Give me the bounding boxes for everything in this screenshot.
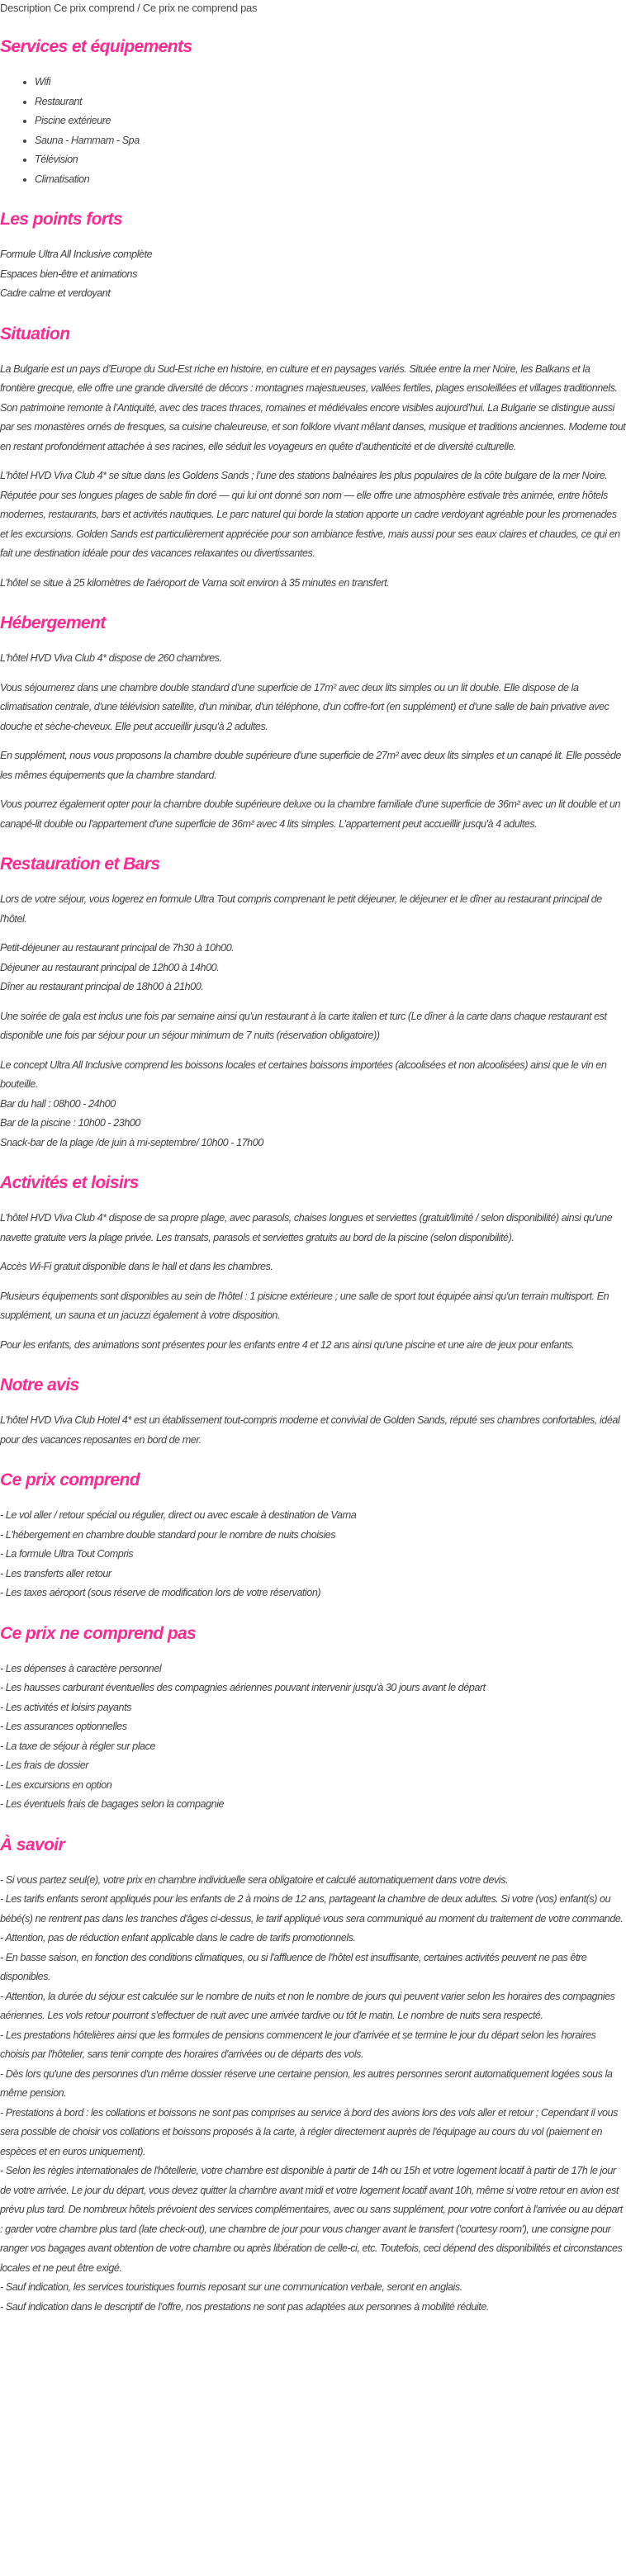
tab-description[interactable]: Description <box>0 2 51 14</box>
restauration-gala: Une soirée de gala est inclus une fois par semaine ainsi qu'un restaurant à la carte italien et turc (Le dîner à la carte dans chaque restaurant est disponible une fois par séjour pour un séjour minimum de 7 nuits (réservation obligatoire)) <box>0 1010 607 1041</box>
services-list <box>0 73 626 189</box>
a-savoir-title: À savoir <box>0 1835 65 1854</box>
points-forts-list <box>0 245 626 304</box>
activites-title: Activités et loisirs <box>0 1173 139 1192</box>
a-savoir-item: - Dès lors qu'une des personnes d'un même dossier réserve une certaine pension, les autres personnes seront automatiquement logées sous la même pension. <box>0 2067 613 2099</box>
situation-paragraph: L'hôtel se situe à 25 kilomètres de l'aéroport de Varna soit environ à 35 minutes en transfert. <box>0 576 390 589</box>
ne-comprend-item: - Les éventuels frais de bagages selon la compagnie <box>0 1798 225 1810</box>
tab-bar <box>0 0 626 17</box>
points-forts-section <box>0 209 626 304</box>
activites-paragraph: Accès Wi-Fi gratuit disponible dans le hall et dans les chambres. <box>0 1261 273 1272</box>
comprend-item: - L'hébergement en chambre double standard pour le nombre de nuits choisies <box>0 1528 336 1541</box>
meal-hours: Dîner au restaurant principal de 18h00 à 21h00. <box>0 981 204 992</box>
services-title: Services et équipements <box>0 37 192 56</box>
bar-hours: Bar de la piscine : 10h00 - 23h00 <box>0 1117 140 1129</box>
service-item: • Climatisation <box>35 170 626 190</box>
ne-comprend-item: - Les activités et loisirs payants <box>0 1701 131 1713</box>
comprend-item: - Les transferts aller retour <box>0 1567 111 1579</box>
a-savoir-item: - Attention, pas de réduction enfant applicable dans le cadre de tarifs promotionnels. <box>0 1932 356 1944</box>
a-savoir-item: - Les prestations hôtelières ainsi que les formules de pensions commencent le jour d'arrivée et se termine le jour du départ selon les horaires choisis par l'hôtelier, sans tenir compte des horaires d'arrivées ou de départs des vols. <box>0 2029 596 2060</box>
a-savoir-item: - Les tarifs enfants seront appliqués pour les enfants de 2 à moins de 12 ans, partageant la chambre de deux adultes. Si votre (vos) enfant(s) ou bébé(s) ne rentrent pas dans les tranches d'âges ci-dessus, le tarif appliqué vous sera communiqué au moment du traitement de votre commande. <box>0 1893 624 1925</box>
ne-comprend-list <box>0 1660 626 1815</box>
a-savoir-list <box>0 1871 626 2318</box>
hebergement-section <box>0 613 626 834</box>
avis-section <box>0 1375 626 1450</box>
service-item: • Piscine extérieure <box>35 111 626 131</box>
activites-paragraph: Pour les enfants, des animations sont présentes pour les enfants entre 4 et 12 ans ainsi qu'une piscine et une aire de jeux pour enfants. <box>0 1338 575 1351</box>
services-section <box>0 36 626 189</box>
comprend-list <box>0 1506 626 1603</box>
meal-hours: Déjeuner au restaurant principal de 12h00 à 14h00. <box>0 961 220 973</box>
a-savoir-item: - Si vous partez seul(e), votre prix en chambre individuelle sera obligatoire et calculé automatiquement dans votre devis. <box>0 1873 509 1886</box>
ne-comprend-title: Ce prix ne comprend pas <box>0 1623 197 1643</box>
hebergement-paragraph: Vous séjournerez dans une chambre double standard d'une superficie de 17m² avec deux lits simples ou un lit double. Elle dispose de la climatisation centrale, d'une télévision satellite, d'un minibar, d'un téléphone, d'un coffre-fort (en supplément) et d'une salle de bain privative avec douche et sèche-cheveux. Elle peut accueillir jusqu'à 2 adultes. <box>0 681 609 732</box>
tab-separator: / <box>137 2 140 14</box>
hebergement-title: Hébergement <box>0 613 106 632</box>
bars-concept: Le concept Ultra All Inclusive comprend les boissons locales et certaines boissons importées (alcoolisées et non alcoolisées) ainsi que le vin en bouteille. <box>0 1058 607 1090</box>
ne-comprend-item: - La taxe de séjour à régler sur place <box>0 1740 156 1752</box>
point-fort-item: Formule Ultra All Inclusive complète <box>0 249 153 260</box>
ne-comprend-item: - Les excursions en option <box>0 1778 112 1791</box>
ne-comprend-item: - Les hausses carburant éventuelles des compagnies aériennes pouvant intervenir jusqu'à 30 jours avant le départ <box>0 1682 486 1693</box>
restauration-section <box>0 854 626 1153</box>
hebergement-paragraph: En supplément, nous vous proposons la chambre double supérieure d'une superficie de 27m² avec deux lits simples et un canapé lit. Elle possède les mêmes équipements que la chambre standard. <box>0 750 621 781</box>
activites-section <box>0 1172 626 1355</box>
hebergement-paragraph: Vous pourrez également opter pour la chambre double supérieure deluxe ou la chambre familiale d'une superficie de 36m² avec un lit double et un canapé-lit double ou l'appartement d'une superficie de 36m² avec 4 lits simples. L'appartement peut accueillir jusqu'à 4 adultes. <box>0 798 621 830</box>
a-savoir-item: - En basse saison, en fonction des conditions climatiques, ou si l'affluence de l'hôtel est insuffisante, certaines activités peuvent ne pas être disponibles. <box>0 1951 587 1982</box>
point-fort-item: Cadre calme et verdoyant <box>0 287 111 299</box>
comprend-item: - Le vol aller / retour spécial ou régulier, direct ou avec escale à destination de Varna <box>0 1509 357 1521</box>
ne-comprend-section <box>0 1623 626 1815</box>
situation-paragraph: La Bulgarie est un pays d’Europe du Sud-Est riche en histoire, en culture et en paysages variés. Située entre la mer Noire, les Balkans et la frontière grecque, elle offre une grande diversité de décors : montagnes majestueuses, vallées fertiles, plages ensoleillées et villages traditionnels. Son patrimoine remonte à l’Antiquité, avec des traces thraces, romaines et médiévales encore visibles aujourd’hui. La Bulgarie se distingue aussi par ses monastères ornés de fresques, sa cuisine chaleureuse, et son folklore vivant mêlant danses, musique et traditions anciennes. Moderne tout en restant profondément attachée à ses racines, elle séduit les voyageurs en quête d’authenticité et de diversité culturelle. <box>0 362 626 452</box>
situation-section <box>0 324 626 594</box>
a-savoir-section <box>0 1835 626 2318</box>
comprend-title: Ce prix comprend <box>0 1470 140 1489</box>
restauration-meals <box>0 939 626 997</box>
comprend-item: - La formule Ultra Tout Compris <box>0 1548 134 1560</box>
activites-paragraph: Plusieurs équipements sont disponibles au sein de l'hôtel : 1 pisicne extérieure ; une salle de sport tout équipée ainsi qu'un terrain multisport. En supplément, un sauna et un jacuzzi également à votre disposition. <box>0 1290 609 1321</box>
a-savoir-item: - Sauf indication, les services touristiques fournis reposant sur une communication verbale, seront en anglais. <box>0 2281 462 2293</box>
bar-hours: Bar du hall : 08h00 - 24h00 <box>0 1097 116 1110</box>
a-savoir-item: - Prestations à bord : les collations et boissons ne sont pas comprises au service à bord des avions lors des vols aller et retour ; Cependant il vous sera possible de choisir vos collations et boissons proposés à la carte, à régler directement auprès de l'équipage au cours du vol (paiement en espèces et en euros uniquement). <box>0 2106 619 2157</box>
situation-paragraph: L'hôtel HVD Viva Club 4* se situe dans les Goldens Sands ; l’une des stations balnéaires les plus populaires de la côte bulgare de la mer Noire. Réputée pour ses longues plages de sable fin doré — qui lui ont donné son nom — elle offre une atmosphère estivale très animée, entre hôtels modernes, restaurants, bars et activités nautiques. Le parc naturel qui borde la station apporte un cadre verdoyant agréable pour les promenades et les excursions. Golden Sands est particulièrement appréciée pour son ambiance festive, mais aussi pour ses eaux claires et chaudes, ce qui en fait une destination idéale pour des vacances relaxantes ou divertissantes. <box>0 470 620 559</box>
comprend-item: - Les taxes aéroport (sous réserve de modification lors de votre réservation) <box>0 1587 321 1598</box>
ne-comprend-item: - Les dépenses à caractère personnel <box>0 1662 162 1674</box>
meal-hours: Petit-déjeuner au restaurant principal de 7h30 à 10h00. <box>0 942 235 954</box>
tab-ce-prix-comprend[interactable]: Ce prix comprend <box>54 2 135 14</box>
service-item: • Sauna - Hammam - Spa <box>35 131 626 151</box>
a-savoir-item: - Selon les règles internationales de l'hôtellerie, votre chambre est disponible à partir de 14h ou 15h et votre logement locatif à partir de 17h le jour de votre arrivée. Le jour du départ, vous devez quitter la chambre avant midi et votre logement locatif avant 10h, même si votre retour en avion est prévu plus tard. De nombreux hôtels prévoient des services complémentaires, avec ou sans supplément, pour votre confort à l'arrivée ou au départ : garder votre chambre plus tard (late check-out), une chambre de jour pour vous changer avant le transfert ('courtesy room'), une consigne pour ranger vos bagages avant obtention de votre chambre ou après libération de celle-ci, etc. Toutefois, ceci dépend des disponibilités et circonstances locales et ne peut être exigé. <box>0 2165 623 2274</box>
tab-ce-prix-ne-comprend-pas[interactable]: Ce prix ne comprend pas <box>142 2 258 14</box>
situation-title: Situation <box>0 324 70 343</box>
service-item: • Restaurant <box>35 92 626 112</box>
restauration-bars <box>0 1056 626 1153</box>
service-item: • Télévision <box>35 150 626 170</box>
points-forts-title: Les points forts <box>0 210 122 229</box>
a-savoir-item: - Attention, la durée du séjour est calculée sur le nombre de nuits et non le nombre de jours qui peuvent varier selon les horaires des compagnies aériennes. Les vols retour pourront s'effectuer de nuit avec une arrivée tardive ou tôt le matin. Le nombre de nuits sera respecté. <box>0 1990 615 2021</box>
a-savoir-item: - Sauf indication dans le descriptif de l’offre, nos prestations ne sont pas adaptées aux personnes à mobilité réduite. <box>0 2300 489 2313</box>
bar-hours: Snack-bar de la plage /de juin à mi-septembre/ 10h00 - 17h00 <box>0 1136 263 1148</box>
activites-paragraph: L'hôtel HVD Viva Club 4* dispose de sa propre plage, avec parasols, chaises longues et serviettes (gratuit/limité / selon disponibilité) ainsi qu'une navette gratuite vers la plage privée. Les transats, parasols et serviettes gratuits au bord de la piscine (selon disponibilité). <box>0 1212 613 1243</box>
ne-comprend-item: - Les assurances optionnelles <box>0 1721 127 1732</box>
avis-paragraph: L'hôtel HVD Viva Club Hotel 4* est un établissement tout-compris moderne et convivial de Golden Sands, réputé ses chambres confortables, idéal pour des vacances reposantes en bord de mer. <box>0 1414 620 1446</box>
restauration-title: Restauration et Bars <box>0 855 160 874</box>
service-item: • Wifi <box>35 73 626 92</box>
avis-title: Notre avis <box>0 1376 79 1395</box>
hebergement-paragraph: L'hôtel HVD Viva Club 4* dispose de 260 chambres. <box>0 652 222 664</box>
point-fort-item: Espaces bien-être et animations <box>0 268 137 280</box>
comprend-section <box>0 1470 626 1603</box>
restauration-intro: Lors de votre séjour, vous logerez en formule Ultra Tout compris comprenant le petit déjeuner, le déjeuner et le dîner au restaurant principal de l'hôtel. <box>0 893 602 925</box>
ne-comprend-item: - Les frais de dossier <box>0 1759 88 1771</box>
